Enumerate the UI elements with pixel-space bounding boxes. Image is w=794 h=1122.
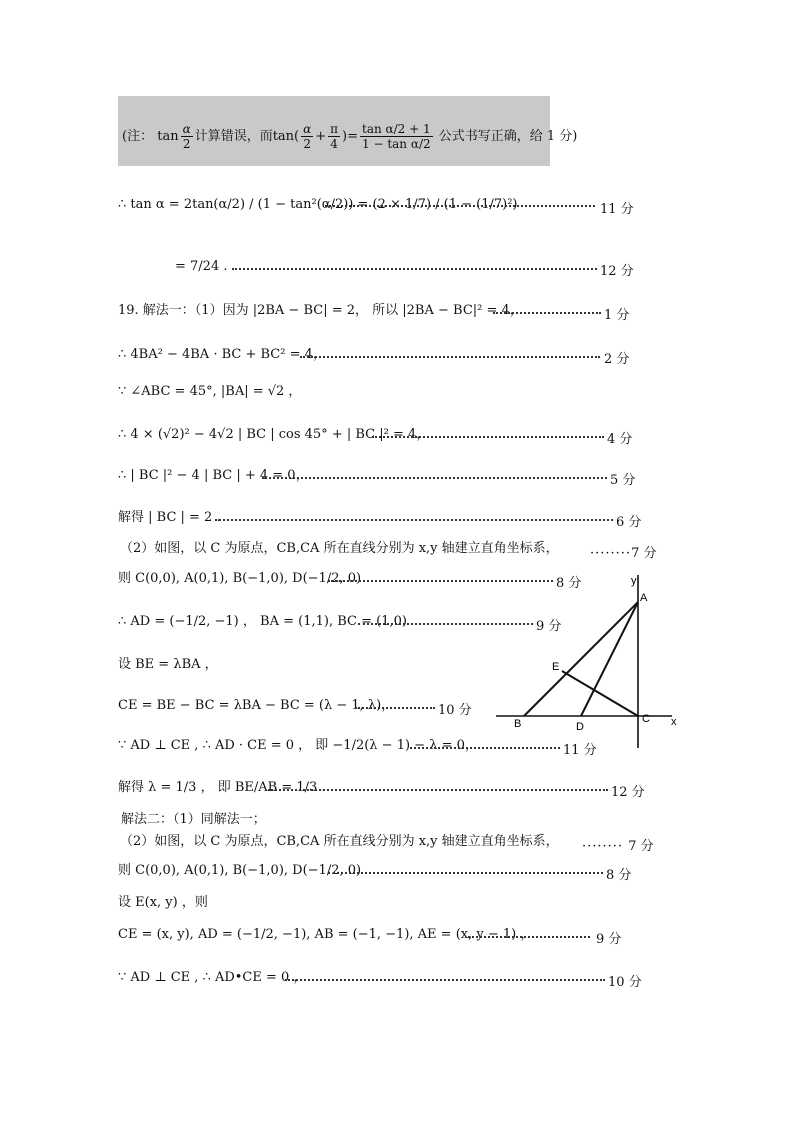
score-1: 1 分	[604, 308, 630, 323]
line-7: （2）如图，以 C 为原点，CB,CA 所在直线分别为 x,y 轴建立直角坐标系，	[120, 541, 559, 556]
line-10: CE = BE − BC = λBA − BC = (λ − 1, λ)，	[118, 698, 395, 713]
method2-score-7: ········ 7 分	[582, 839, 654, 854]
label-E: E	[552, 661, 560, 673]
leader-dots	[262, 477, 607, 479]
line-6: 解得 | BC | = 2 .	[118, 510, 221, 525]
score-6: 6 分	[616, 515, 642, 530]
line-3: ∵ ∠ABC = 45°, |BA| = √2 ，	[118, 384, 302, 399]
score-9: 9 分	[536, 619, 562, 634]
label-x: x	[671, 716, 677, 728]
line-8: 则 C(0,0), A(0,1), B(−1,0), D(−1/2, 0)	[118, 571, 362, 586]
score-8: 8 分	[556, 576, 582, 591]
line-11b: ∵ AD ⊥ CE , ∴ AD · CE = 0 ， 即 −1/2(λ − 1) − λ = 0，	[118, 738, 478, 753]
score-10: 10 分	[438, 703, 472, 718]
method2-line-e: 设 E(x, y) ，则	[118, 895, 208, 910]
line-12: = 7/24 .	[175, 259, 228, 274]
method2-line-7: （2）如图，以 C 为原点，CB,CA 所在直线分别为 x,y 轴建立直角坐标系，	[120, 834, 559, 849]
line-11: ∴ tan α = 2tan(α/2) / (1 − tan²(α/2)) = (2 × 1/7) / (1 − (1/7)²)	[118, 197, 518, 212]
label-y: y	[631, 575, 637, 587]
method2-score-9: 9 分	[596, 932, 622, 947]
score-11: 11 分	[600, 202, 634, 217]
leader-dots	[215, 519, 613, 521]
score-2: 2 分	[604, 352, 630, 367]
line-4: ∴ 4 × (√2)² − 4√2 | BC | cos 45° + | BC |² = 4，	[118, 427, 430, 442]
score-11b: 11 分	[563, 743, 597, 758]
leader-dots	[268, 789, 608, 791]
label-D: D	[576, 721, 584, 733]
method2-title: 解法二：（1）同解法一；	[121, 812, 266, 827]
leader-dots	[325, 205, 595, 207]
line-2: ∴ 4BA² − 4BA · BC + BC² = 4，	[118, 347, 326, 362]
label-B: B	[514, 718, 522, 730]
score-12b: 12 分	[611, 785, 645, 800]
method2-line-8: 则 C(0,0), A(0,1), B(−1,0), D(−1/2, 0)	[118, 863, 362, 878]
leader-dots	[300, 356, 600, 358]
note-box	[118, 96, 578, 166]
score-5: 5 分	[610, 473, 636, 488]
score-7: ········7 分	[590, 546, 657, 561]
leader-dots	[355, 707, 435, 709]
score-12: 12 分	[600, 264, 634, 279]
leader-dots	[328, 872, 603, 874]
method2-line-9: CE = (x, y), AD = (−1/2, −1), AB = (−1, −1), AE = (x, y − 1) ，	[118, 927, 534, 942]
line-9: ∴ AD = (−1/2, −1) ， BA = (1,1), BC = (1,0)	[118, 614, 407, 629]
method2-line-10: ∵ AD ⊥ CE , ∴ AD•CE = 0 ，	[118, 970, 307, 985]
line-19a: 19. 解法一：（1）因为 |2BA − BC| = 2， 所以 |2BA − BC|² = 4，	[118, 303, 523, 318]
method2-score-10: 10 分	[608, 975, 642, 990]
line-9b: 设 BE = λBA ，	[118, 657, 218, 672]
line-12b: 解得 λ = 1/3 ， 即 BE/AB = 1/3 .	[118, 780, 326, 795]
line-5: ∴ | BC |² − 4 | BC | + 4 = 0，	[118, 468, 309, 483]
leader-dots	[493, 312, 601, 314]
triangle-figure	[490, 570, 690, 760]
leader-dots	[468, 936, 590, 938]
method2-score-8: 8 分	[606, 868, 632, 883]
note-text: (注： tan $\frac{\alpha}{2}$ 计算错误，而tan( $\frac{\alpha}{2}$ + $\frac{\pi}{4}$ )= $\frac{\text{tan α/2 + 1}}{\text{1 − tan α/2}}$ 公式书写正确，给 1 分)	[122, 122, 578, 151]
segment-BA	[524, 602, 638, 716]
label-C: C	[642, 713, 650, 725]
score-4: 4 分	[607, 432, 633, 447]
leader-dots	[372, 436, 604, 438]
leader-dots	[232, 268, 597, 270]
leader-dots	[285, 979, 605, 981]
label-A: A	[640, 592, 648, 604]
